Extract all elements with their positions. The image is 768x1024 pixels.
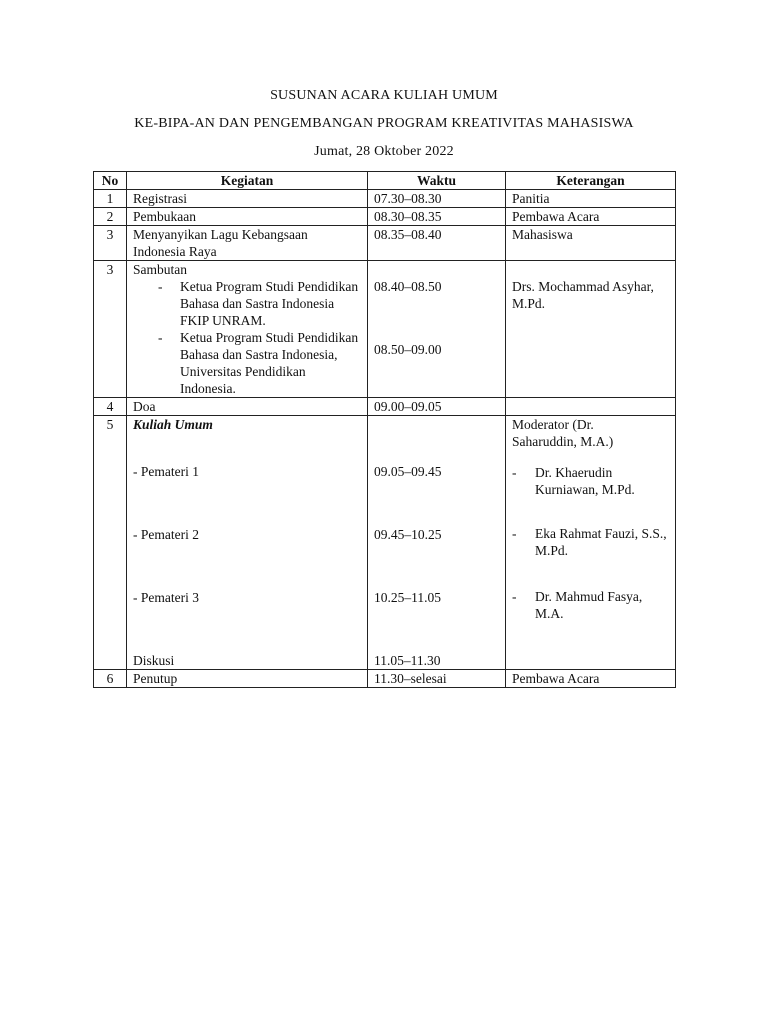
sub-item — [158, 329, 361, 397]
cell-keterangan — [506, 416, 676, 670]
kegiatan-label: Sambutan — [133, 262, 187, 277]
cell-no: 3 — [94, 261, 127, 398]
cell-kegiatan: Menyanyikan Lagu Kebangsaan Indonesia Raya — [127, 226, 368, 261]
cell-no: 1 — [94, 190, 127, 208]
sub-item-text: Ketua Program Studi Pendidikan Bahasa dan Sastra Indonesia FKIP UNRAM. — [180, 279, 359, 328]
table-header-row — [94, 172, 676, 190]
speaker-name: Dr. Mahmud Fasya, M.A. — [535, 589, 643, 621]
cell-no: 4 — [94, 398, 127, 416]
speaker-name: Dr. Khaerudin Kurniawan, M.Pd. — [535, 465, 635, 497]
speaker-item — [512, 464, 669, 498]
document-title: SUSUNAN ACARA KULIAH UMUM — [270, 88, 498, 103]
cell-waktu: 11.30–selesai — [368, 670, 506, 688]
cell-keterangan — [506, 261, 676, 398]
document-subtitle: KE-BIPA-AN DAN PENGEMBANGAN PROGRAM KREATIVITAS MAHASISWA — [134, 116, 634, 131]
speaker-item — [512, 588, 669, 622]
waktu-line: 08.50–09.00 — [374, 342, 442, 357]
dash-glyph: - — [158, 330, 163, 345]
waktu-line: 10.25–11.05 — [374, 590, 441, 605]
header-kegiatan: Kegiatan — [127, 172, 368, 190]
sub-item — [158, 278, 361, 329]
dash-glyph: - — [512, 589, 517, 604]
speaker-item — [512, 525, 669, 559]
cell-keterangan — [506, 398, 676, 416]
table-row — [94, 261, 676, 398]
header-waktu: Waktu — [368, 172, 506, 190]
table-row — [94, 416, 676, 670]
cell-waktu: 08.35–08.40 — [368, 226, 506, 261]
kegiatan-label: Kuliah Umum — [133, 417, 213, 432]
cell-keterangan: Mahasiswa — [506, 226, 676, 261]
speaker-name: Eka Rahmat Fauzi, S.S., M.Pd. — [535, 526, 667, 558]
waktu-line: 09.45–10.25 — [374, 527, 442, 542]
sub-item-text: Ketua Program Studi Pendidikan Bahasa dan Sastra Indonesia, Universitas Pendidikan Indonesia. — [180, 330, 359, 396]
cell-kegiatan — [127, 261, 368, 398]
table-row — [94, 226, 676, 261]
pemateri-label: - Pemateri 1 — [133, 464, 199, 479]
cell-kegiatan: Pembukaan — [127, 208, 368, 226]
keterangan-line: Drs. Mochammad Asyhar, M.Pd. — [512, 279, 654, 311]
waktu-line: 09.05–09.45 — [374, 464, 442, 479]
header-keterangan: Keterangan — [506, 172, 676, 190]
dash-glyph: - — [512, 526, 517, 541]
table-row — [94, 398, 676, 416]
cell-no: 3 — [94, 226, 127, 261]
cell-waktu: 07.30–08.30 — [368, 190, 506, 208]
diskusi-label: Diskusi — [133, 653, 175, 668]
cell-no: 6 — [94, 670, 127, 688]
cell-kegiatan: Penutup — [127, 670, 368, 688]
cell-waktu — [368, 416, 506, 670]
agenda-table — [93, 171, 676, 688]
table-row — [94, 208, 676, 226]
dash-glyph: - — [158, 279, 163, 294]
waktu-line: 11.05–11.30 — [374, 653, 441, 668]
moderator-text: Moderator (Dr. Saharuddin, M.A.) — [512, 417, 614, 449]
pemateri-label: - Pemateri 3 — [133, 590, 199, 605]
cell-waktu — [368, 261, 506, 398]
cell-no: 5 — [94, 416, 127, 670]
cell-kegiatan: Registrasi — [127, 190, 368, 208]
cell-kegiatan: Doa — [127, 398, 368, 416]
header-no: No — [94, 172, 127, 190]
cell-kegiatan — [127, 416, 368, 670]
table-row — [94, 190, 676, 208]
cell-no: 2 — [94, 208, 127, 226]
cell-keterangan: Panitia — [506, 190, 676, 208]
cell-keterangan: Pembawa Acara — [506, 670, 676, 688]
document-date: Jumat, 28 Oktober 2022 — [314, 144, 454, 159]
table-row — [94, 670, 676, 688]
waktu-line: 08.40–08.50 — [374, 279, 442, 294]
dash-glyph: - — [512, 465, 517, 480]
cell-waktu: 09.00–09.05 — [368, 398, 506, 416]
cell-waktu: 08.30–08.35 — [368, 208, 506, 226]
pemateri-label: - Pemateri 2 — [133, 527, 199, 542]
cell-keterangan: Pembawa Acara — [506, 208, 676, 226]
